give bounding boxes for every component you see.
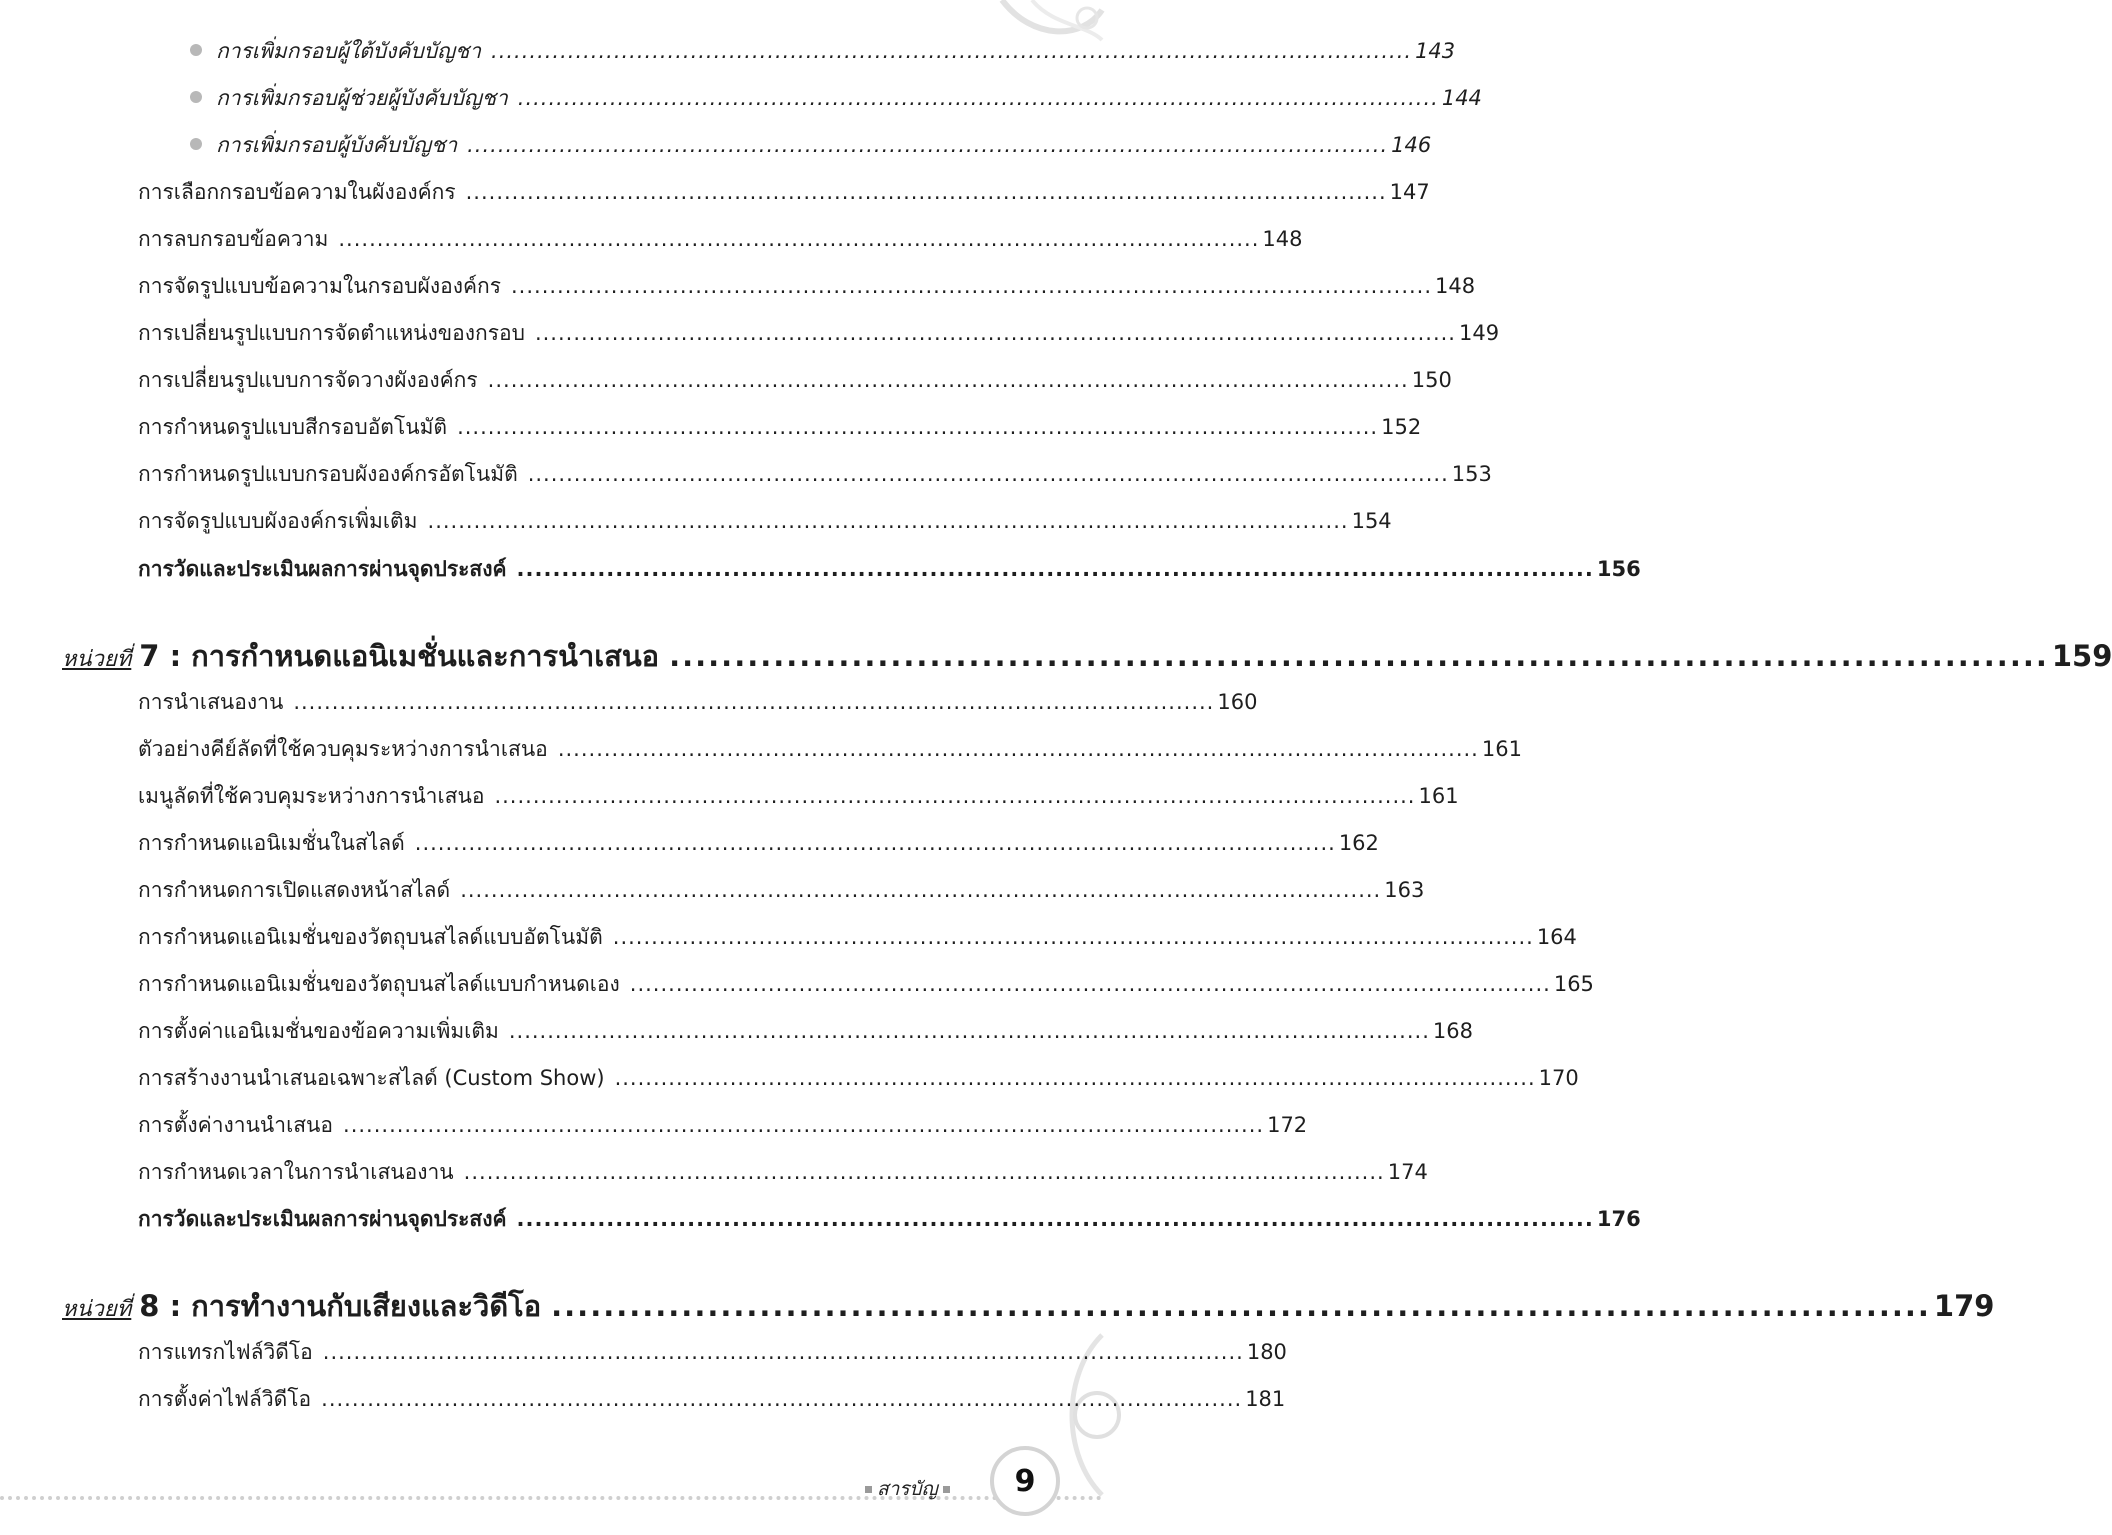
bullet-icon <box>190 138 202 150</box>
toc-entry[interactable]: ตัวอย่างคีย์ลัดที่ใช้ควบคุมระหว่างการนำเสนอ ........................................................................................................................ 161 <box>138 737 1522 761</box>
page-number: 162 <box>1338 831 1379 855</box>
page-number: 181 <box>1245 1387 1286 1411</box>
toc-entry[interactable]: การกำหนดเวลาในการนำเสนองาน ........................................................................................................................ 174 <box>138 1160 1428 1184</box>
unit-title: การทำงานกับเสียงและวิดีโอ <box>191 1289 542 1323</box>
leader-dots: ........................................................................................................................ <box>527 462 1449 486</box>
leader-dots: .......................................................................................................... <box>551 1289 1931 1323</box>
leader-dots: ........................................................................................................................ <box>460 878 1382 902</box>
leader-dots: ........................................................................................................................ <box>629 972 1551 996</box>
toc-entry[interactable]: การจัดรูปแบบข้อความในกรอบผังองค์กร ........................................................................................................................ 148 <box>138 274 1476 298</box>
leader-dots: ........................................................................................................................ <box>508 1019 1430 1043</box>
page-number: 148 <box>1262 227 1303 251</box>
toc-entry[interactable]: การกำหนดแอนิเมชั่นของวัตถุบนสไลด์แบบกำหนดเอง ........................................................................................................................ 165 <box>138 972 1594 996</box>
toc-subentry[interactable]: การเพิ่มกรอบผู้บังคับบัญชา ........................................................................................................................ 146 <box>190 129 1038 162</box>
toc-subentry[interactable]: การเพิ่มกรอบผู้ใต้บังคับบัญชา ........................................................................................................................ 143 <box>190 35 1038 68</box>
page-number: 168 <box>1432 1019 1473 1043</box>
toc-entry[interactable]: การจัดรูปแบบผังองค์กรเพิ่มเติม ........................................................................................................................ 154 <box>138 509 1392 533</box>
leader-dots: ........................................................................................................................ <box>457 415 1379 439</box>
page-number: 179 <box>1933 1289 1995 1323</box>
toc-assessment-entry[interactable]: การวัดและประเมินผลการผ่านจุดประสงค์ ........................................................................................................................ 176 <box>138 1207 1641 1231</box>
toc-entry[interactable]: การนำเสนองาน ........................................................................................................................ 160 <box>138 690 1258 714</box>
leader-dots: ........................................................................................................................ <box>463 1160 1385 1184</box>
leader-dots: ........................................................................................................................ <box>517 86 1439 110</box>
toc-entry[interactable]: การสร้างงานนำเสนอเฉพาะสไลด์ (Custom Show) ........................................................................................................................ 170 <box>138 1066 1579 1090</box>
page-number: 163 <box>1384 878 1425 902</box>
leader-dots: ........................................................................................................................ <box>293 690 1215 714</box>
leader-dots: ........................................................................................................................ <box>321 1387 1243 1411</box>
leader-dots: ........................................................................................................................ <box>511 274 1433 298</box>
page-number: 180 <box>1246 1340 1287 1364</box>
leader-dots: ........................................................................................................................ <box>465 180 1387 204</box>
page-number: 156 <box>1596 557 1641 581</box>
toc-subentry[interactable]: การเพิ่มกรอบผู้ช่วยผู้บังคับบัญชา ........................................................................................................................ 144 <box>190 82 1038 115</box>
page-number: 176 <box>1596 1207 1641 1231</box>
toc-entry[interactable]: การลบกรอบข้อความ ........................................................................................................................ 148 <box>138 227 1303 251</box>
page-number: 144 <box>1441 86 1482 110</box>
page-number: 159 <box>2051 639 2112 673</box>
leader-dots: ........................................................................................................................ <box>427 509 1349 533</box>
leader-dots: ........................................................................................................................ <box>491 39 1413 63</box>
page-number: 170 <box>1538 1066 1579 1090</box>
page-number: 160 <box>1217 690 1258 714</box>
toc-entry[interactable]: การกำหนดแอนิเมชั่นของวัตถุบนสไลด์แบบอัตโนมัติ ........................................................................................................................ 164 <box>138 925 1577 949</box>
unit-heading[interactable]: หน่วยที่ 8 : การทำงานกับเสียงและวิดีโอ .......................................................................................................... 179 <box>62 1289 1995 1323</box>
toc-entry[interactable]: การตั้งค่าแอนิเมชั่นของข้อความเพิ่มเติม ........................................................................................................................ 168 <box>138 1019 1473 1043</box>
page-number: 161 <box>1418 784 1459 808</box>
page-number: 152 <box>1381 415 1422 439</box>
unit-title: การกำหนดแอนิเมชั่นและการนำเสนอ <box>191 639 660 673</box>
leader-dots: ........................................................................................................................ <box>414 831 1336 855</box>
leader-dots: ........................................................................................................................ <box>343 1113 1265 1137</box>
toc-entry[interactable]: การตั้งค่าไฟล์วิดีโอ ........................................................................................................................ 181 <box>138 1387 1286 1411</box>
toc-entry[interactable]: การกำหนดรูปแบบสีกรอบอัตโนมัติ ........................................................................................................................ 152 <box>138 415 1422 439</box>
toc-entry[interactable]: การตั้งค่างานนำเสนอ ........................................................................................................................ 172 <box>138 1113 1308 1137</box>
page-number: 165 <box>1553 972 1594 996</box>
toc-entry[interactable]: การกำหนดแอนิเมชั่นในสไลด์ ........................................................................................................................ 162 <box>138 831 1379 855</box>
page-number: 148 <box>1435 274 1476 298</box>
footer-section-label: สารบัญ <box>860 1474 955 1504</box>
toc-entry[interactable]: การแทรกไฟล์วิดีโอ ........................................................................................................................ 180 <box>138 1340 1287 1364</box>
leader-dots: ........................................................................................................................ <box>612 925 1534 949</box>
page-number-badge: 9 <box>990 1446 1060 1516</box>
bullet-icon <box>190 44 202 56</box>
page-number: 154 <box>1351 509 1392 533</box>
leader-dots: ........................................................................................................................ <box>614 1066 1536 1090</box>
toc-assessment-entry[interactable]: การวัดและประเมินผลการผ่านจุดประสงค์ ........................................................................................................................ 156 <box>138 557 1641 581</box>
toc-entry[interactable]: การกำหนดการเปิดแสดงหน้าสไลด์ ........................................................................................................................ 163 <box>138 878 1425 902</box>
leader-dots: ........................................................................................................................ <box>494 784 1416 808</box>
page-number: 146 <box>1391 133 1432 157</box>
toc-entry[interactable]: การกำหนดรูปแบบกรอบผังองค์กรอัตโนมัติ ........................................................................................................................ 153 <box>138 462 1492 486</box>
toc-entry[interactable]: การเปลี่ยนรูปแบบการจัดตำแหน่งของกรอบ ........................................................................................................................ 149 <box>138 321 1500 345</box>
bullet-icon <box>190 91 202 103</box>
leader-dots: ........................................................................................................................ <box>487 368 1409 392</box>
toc-entry[interactable]: การเลือกกรอบข้อความในผังองค์กร ........................................................................................................................ 147 <box>138 180 1430 204</box>
leader-dots: ........................................................................................................................ <box>516 557 1594 581</box>
leader-dots: ........................................................................................................................ <box>557 737 1479 761</box>
page-number: 149 <box>1458 321 1500 345</box>
unit-heading[interactable]: หน่วยที่ 7 : การกำหนดแอนิเมชั่นและการนำเสนอ .......................................................................................................... 159 <box>62 639 2112 673</box>
page-number: 153 <box>1451 462 1492 486</box>
toc-entry[interactable]: การเปลี่ยนรูปแบบการจัดวางผังองค์กร ........................................................................................................................ 150 <box>138 368 1452 392</box>
square-bullet-icon <box>865 1486 872 1493</box>
page-number: 172 <box>1267 1113 1308 1137</box>
square-bullet-icon <box>943 1486 950 1493</box>
leader-dots: ........................................................................................................................ <box>322 1340 1244 1364</box>
page-number: 143 <box>1415 39 1456 63</box>
leader-dots: ........................................................................................................................ <box>534 321 1456 345</box>
page-number: 174 <box>1387 1160 1428 1184</box>
page-number: 150 <box>1411 368 1452 392</box>
leader-dots: ........................................................................................................................ <box>467 133 1389 157</box>
leader-dots: ........................................................................................................................ <box>338 227 1260 251</box>
page-number: 161 <box>1481 737 1522 761</box>
leader-dots: ........................................................................................................................ <box>516 1207 1594 1231</box>
page-number: 147 <box>1389 180 1430 204</box>
toc-entry[interactable]: เมนูลัดที่ใช้ควบคุมระหว่างการนำเสนอ ........................................................................................................................ 161 <box>138 784 1459 808</box>
page-number: 164 <box>1536 925 1577 949</box>
leader-dots: .......................................................................................................... <box>669 639 2049 673</box>
